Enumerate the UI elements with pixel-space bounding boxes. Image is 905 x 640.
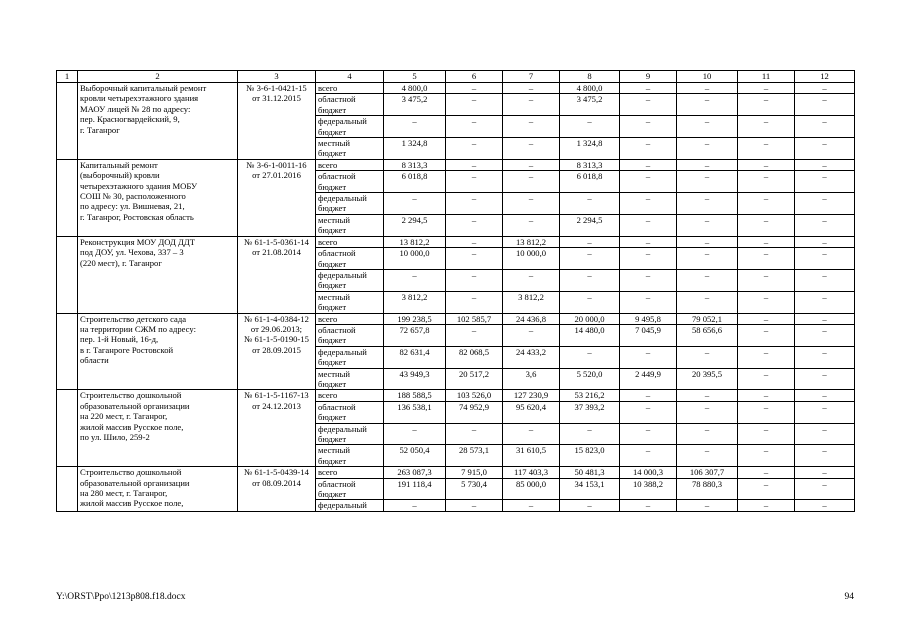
value-cell: – [677, 171, 738, 193]
value-cell: – [677, 94, 738, 116]
table-row [57, 390, 855, 401]
value-cell: – [738, 236, 795, 247]
row-number-cell [57, 467, 78, 512]
value-cell: – [620, 390, 677, 401]
funding-source: областной бюджет [316, 324, 384, 346]
value-cell: 1 324,8 [384, 138, 446, 160]
column-header: 8 [560, 71, 620, 83]
funding-source: федеральный бюджет [316, 193, 384, 215]
funding-source: федеральный бюджет [316, 423, 384, 445]
value-cell: 58 656,6 [677, 324, 738, 346]
value-cell: – [560, 248, 620, 270]
object-name: Строительство детского сада на территории СЖМ по адресу: пер. 1-й Новый, 16-д, в г. Таганроге Ростовской области [78, 313, 238, 390]
value-cell: – [738, 324, 795, 346]
value-cell: 3 812,2 [503, 291, 560, 313]
value-cell: – [620, 116, 677, 138]
value-cell: 102 585,7 [446, 313, 503, 324]
value-cell: 2 449,9 [620, 368, 677, 390]
value-cell: 4 800,0 [560, 83, 620, 94]
value-cell: – [795, 159, 855, 170]
value-cell: – [738, 138, 795, 160]
value-cell: – [446, 269, 503, 291]
document-number: № 61-1-5-0361-14 от 21.08.2014 [238, 236, 316, 313]
value-cell: 78 880,3 [677, 478, 738, 500]
value-cell: – [446, 138, 503, 160]
value-cell: 14 000,3 [620, 467, 677, 478]
value-cell: – [795, 193, 855, 215]
value-cell: – [446, 214, 503, 236]
value-cell: – [738, 116, 795, 138]
column-header: 1 [57, 71, 78, 83]
column-header: 10 [677, 71, 738, 83]
value-cell: – [620, 445, 677, 467]
value-cell: – [560, 193, 620, 215]
value-cell: – [795, 467, 855, 478]
funding-source: федеральный бюджет [316, 116, 384, 138]
value-cell: – [503, 324, 560, 346]
value-cell: – [677, 291, 738, 313]
row-number-cell [57, 313, 78, 390]
value-cell: – [738, 401, 795, 423]
value-cell: 37 393,2 [560, 401, 620, 423]
value-cell: – [795, 269, 855, 291]
budget-table [56, 70, 855, 512]
column-header: 7 [503, 71, 560, 83]
funding-source: областной бюджет [316, 171, 384, 193]
funding-source: всего [316, 313, 384, 324]
value-cell: 10 000,0 [384, 248, 446, 270]
table-row [57, 83, 855, 94]
value-cell: – [795, 171, 855, 193]
funding-source: местный бюджет [316, 291, 384, 313]
value-cell: – [446, 193, 503, 215]
funding-source: областной бюджет [316, 248, 384, 270]
document-number: № 61-1-5-1167-13 от 24.12.2013 [238, 390, 316, 467]
value-cell: – [503, 269, 560, 291]
column-header: 6 [446, 71, 503, 83]
value-cell: 127 230,9 [503, 390, 560, 401]
value-cell: 6 018,8 [560, 171, 620, 193]
value-cell: 52 050,4 [384, 445, 446, 467]
value-cell: – [503, 423, 560, 445]
value-cell: 31 610,5 [503, 445, 560, 467]
column-header: 3 [238, 71, 316, 83]
value-cell: – [620, 401, 677, 423]
value-cell: – [384, 193, 446, 215]
value-cell: 8 313,3 [560, 159, 620, 170]
funding-source: областной бюджет [316, 94, 384, 116]
value-cell: – [738, 83, 795, 94]
funding-source: федеральный бюджет [316, 346, 384, 368]
value-cell: – [795, 236, 855, 247]
document-number: № 3-6-1-0011-16 от 27.01.2016 [238, 159, 316, 236]
value-cell: – [503, 116, 560, 138]
value-cell: – [738, 368, 795, 390]
value-cell: – [560, 500, 620, 511]
value-cell: – [795, 138, 855, 160]
value-cell: – [620, 423, 677, 445]
value-cell: – [677, 423, 738, 445]
value-cell: – [620, 138, 677, 160]
value-cell: 2 294,5 [384, 214, 446, 236]
value-cell: – [503, 94, 560, 116]
value-cell: – [503, 500, 560, 511]
value-cell: – [795, 214, 855, 236]
value-cell: 13 812,2 [503, 236, 560, 247]
value-cell: 3 475,2 [384, 94, 446, 116]
value-cell: – [503, 171, 560, 193]
value-cell: – [795, 116, 855, 138]
value-cell: – [795, 500, 855, 511]
funding-source: всего [316, 236, 384, 247]
value-cell: – [738, 214, 795, 236]
value-cell: – [620, 193, 677, 215]
value-cell: – [738, 248, 795, 270]
value-cell: 74 952,9 [446, 401, 503, 423]
value-cell: – [384, 116, 446, 138]
value-cell: – [560, 269, 620, 291]
value-cell: – [560, 116, 620, 138]
value-cell: – [738, 478, 795, 500]
value-cell: 3 812,2 [384, 291, 446, 313]
value-cell: – [677, 159, 738, 170]
value-cell: – [503, 83, 560, 94]
document-number: № 3-6-1-0421-15 от 31.12.2015 [238, 83, 316, 160]
value-cell: – [795, 83, 855, 94]
value-cell: – [620, 159, 677, 170]
value-cell: 50 481,3 [560, 467, 620, 478]
value-cell: – [738, 423, 795, 445]
value-cell: – [795, 324, 855, 346]
value-cell: – [560, 291, 620, 313]
value-cell: – [446, 500, 503, 511]
value-cell: 6 018,8 [384, 171, 446, 193]
value-cell: – [677, 445, 738, 467]
value-cell: – [384, 269, 446, 291]
value-cell: 9 495,8 [620, 313, 677, 324]
value-cell: – [620, 83, 677, 94]
value-cell: – [795, 401, 855, 423]
header-row [57, 71, 855, 83]
value-cell: – [677, 193, 738, 215]
value-cell: – [677, 236, 738, 247]
footer-file-path: Y:\ORST\Ppo\1213p808.f18.docx [56, 592, 186, 602]
column-header: 11 [738, 71, 795, 83]
value-cell: – [738, 313, 795, 324]
value-cell: – [677, 500, 738, 511]
value-cell: 13 812,2 [384, 236, 446, 247]
value-cell: – [620, 346, 677, 368]
value-cell: – [795, 248, 855, 270]
value-cell: – [560, 423, 620, 445]
value-cell: – [738, 291, 795, 313]
value-cell: 24 433,2 [503, 346, 560, 368]
funding-source: федеральный [316, 500, 384, 511]
value-cell: – [560, 346, 620, 368]
funding-source: всего [316, 467, 384, 478]
value-cell: 7 045,9 [620, 324, 677, 346]
funding-source: областной бюджет [316, 401, 384, 423]
value-cell: 4 800,0 [384, 83, 446, 94]
value-cell: – [620, 214, 677, 236]
value-cell: – [738, 193, 795, 215]
row-number-cell [57, 236, 78, 313]
table-row [57, 313, 855, 324]
value-cell: 8 313,3 [384, 159, 446, 170]
value-cell: – [620, 500, 677, 511]
value-cell: 5 730,4 [446, 478, 503, 500]
table-row [57, 467, 855, 478]
object-name: Реконструкция МОУ ДОД ДДТ под ДОУ, ул. Чехова, 337 – 3 (220 мест), г. Таганрог [78, 236, 238, 313]
funding-source: всего [316, 390, 384, 401]
object-name: Выборочный капитальный ремонт кровли четырехэтажного здания МАОУ лицей № 28 по адресу: пер. Красногвардейский, 9, г. Таганрог [78, 83, 238, 160]
column-header: 2 [78, 71, 238, 83]
value-cell: 5 520,0 [560, 368, 620, 390]
value-cell: – [677, 401, 738, 423]
row-number-cell [57, 159, 78, 236]
funding-source: федеральный бюджет [316, 269, 384, 291]
value-cell: 106 307,7 [677, 467, 738, 478]
value-cell: – [738, 445, 795, 467]
row-number-cell [57, 390, 78, 467]
value-cell: – [738, 159, 795, 170]
value-cell: – [795, 390, 855, 401]
object-name: Строительство дошкольной образовательной организации на 280 мест, г. Таганрог, жилой массив Русское поле, [78, 467, 238, 512]
value-cell: – [620, 94, 677, 116]
value-cell: – [446, 236, 503, 247]
value-cell: 20 395,5 [677, 368, 738, 390]
value-cell: – [795, 445, 855, 467]
value-cell: – [738, 346, 795, 368]
value-cell: – [677, 83, 738, 94]
row-number-cell [57, 83, 78, 160]
value-cell: – [677, 248, 738, 270]
value-cell: – [795, 313, 855, 324]
value-cell: – [795, 478, 855, 500]
value-cell: – [384, 500, 446, 511]
value-cell: – [738, 171, 795, 193]
value-cell: 28 573,1 [446, 445, 503, 467]
value-cell: – [503, 138, 560, 160]
value-cell: 43 949,3 [384, 368, 446, 390]
value-cell: – [446, 291, 503, 313]
value-cell: 191 118,4 [384, 478, 446, 500]
table-row [57, 159, 855, 170]
object-name: Капитальный ремонт (выборочный) кровли четырехэтажного здания МОБУ СОШ № 30, расположенного по адресу: ул. Вишневая, 21, г. Таганрог, Ростовская область [78, 159, 238, 236]
value-cell: – [795, 291, 855, 313]
value-cell: – [620, 248, 677, 270]
value-cell: 10 000,0 [503, 248, 560, 270]
column-header: 12 [795, 71, 855, 83]
value-cell: – [795, 346, 855, 368]
value-cell: – [677, 346, 738, 368]
value-cell: – [446, 324, 503, 346]
value-cell: 263 087,3 [384, 467, 446, 478]
column-header: 5 [384, 71, 446, 83]
document-number: № 61-1-5-0439-14 от 08.09.2014 [238, 467, 316, 512]
value-cell: 199 238,5 [384, 313, 446, 324]
table-row [57, 236, 855, 247]
value-cell: – [738, 269, 795, 291]
value-cell: 3,6 [503, 368, 560, 390]
value-cell: – [677, 214, 738, 236]
value-cell: – [677, 269, 738, 291]
value-cell: – [738, 390, 795, 401]
value-cell: 136 538,1 [384, 401, 446, 423]
funding-source: местный бюджет [316, 445, 384, 467]
funding-source: областной бюджет [316, 478, 384, 500]
value-cell: 15 823,0 [560, 445, 620, 467]
document-number: № 61-1-4-0384-12 от 29.06.2013; № 61-1-5-0190-15 от 28.09.2015 [238, 313, 316, 390]
value-cell: – [738, 94, 795, 116]
value-cell: 72 657,8 [384, 324, 446, 346]
value-cell: – [677, 116, 738, 138]
value-cell: 10 388,2 [620, 478, 677, 500]
funding-source: местный бюджет [316, 138, 384, 160]
value-cell: 53 216,2 [560, 390, 620, 401]
value-cell: 117 403,3 [503, 467, 560, 478]
value-cell: – [620, 171, 677, 193]
value-cell: – [620, 269, 677, 291]
value-cell: 34 153,1 [560, 478, 620, 500]
value-cell: – [446, 171, 503, 193]
value-cell: – [503, 214, 560, 236]
column-header: 4 [316, 71, 384, 83]
funding-source: местный бюджет [316, 214, 384, 236]
value-cell: – [446, 94, 503, 116]
value-cell: – [446, 248, 503, 270]
value-cell: 20 000,0 [560, 313, 620, 324]
value-cell: – [446, 83, 503, 94]
value-cell: 3 475,2 [560, 94, 620, 116]
value-cell: – [795, 368, 855, 390]
value-cell: – [677, 390, 738, 401]
value-cell: – [560, 236, 620, 247]
value-cell: – [446, 423, 503, 445]
funding-source: всего [316, 83, 384, 94]
value-cell: 2 294,5 [560, 214, 620, 236]
value-cell: 20 517,2 [446, 368, 503, 390]
footer-page-number: 94 [844, 592, 854, 602]
value-cell: – [620, 291, 677, 313]
value-cell: 188 588,5 [384, 390, 446, 401]
value-cell: – [446, 159, 503, 170]
value-cell: – [446, 116, 503, 138]
value-cell: 7 915,0 [446, 467, 503, 478]
value-cell: – [795, 423, 855, 445]
value-cell: 24 436,8 [503, 313, 560, 324]
value-cell: – [503, 193, 560, 215]
value-cell: – [677, 138, 738, 160]
value-cell: – [795, 94, 855, 116]
value-cell: – [503, 159, 560, 170]
value-cell: – [620, 236, 677, 247]
value-cell: 14 480,0 [560, 324, 620, 346]
value-cell: – [738, 467, 795, 478]
value-cell: – [384, 423, 446, 445]
value-cell: 95 620,4 [503, 401, 560, 423]
value-cell: – [738, 500, 795, 511]
value-cell: 103 526,0 [446, 390, 503, 401]
value-cell: 82 631,4 [384, 346, 446, 368]
object-name: Строительство дошкольной образовательной организации на 220 мест, г. Таганрог, жилой массив Русское поле, по ул. Шило, 259-2 [78, 390, 238, 467]
value-cell: 82 068,5 [446, 346, 503, 368]
funding-source: всего [316, 159, 384, 170]
column-header: 9 [620, 71, 677, 83]
funding-source: местный бюджет [316, 368, 384, 390]
value-cell: 1 324,8 [560, 138, 620, 160]
value-cell: 79 052,1 [677, 313, 738, 324]
value-cell: 85 000,0 [503, 478, 560, 500]
